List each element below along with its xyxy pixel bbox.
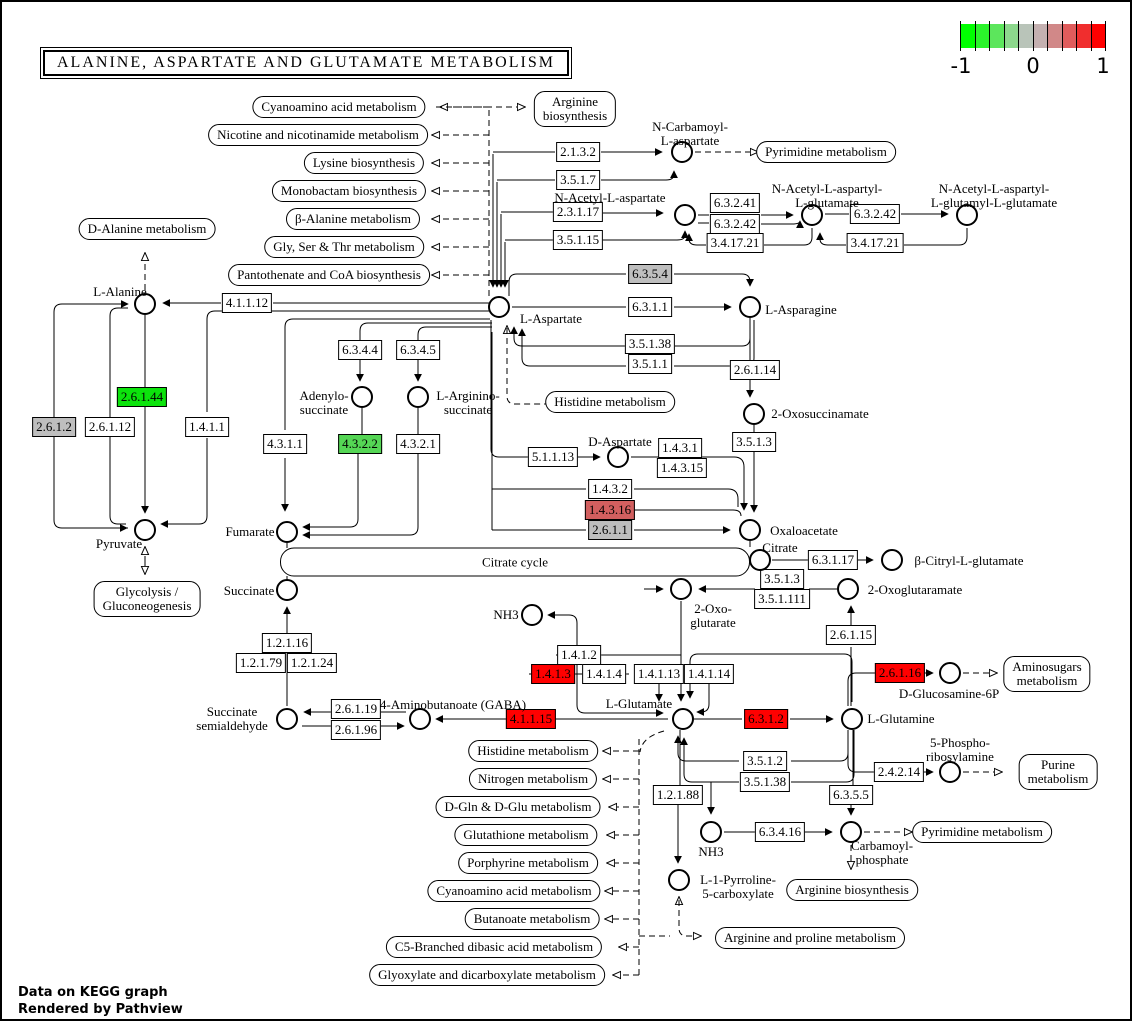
compound-label-n-acetyl-l-aspartyl-l-glutamyl-l-glutamate: N-Acetyl-L-aspartyl- L-glutamyl-L-glutamate [930, 181, 1058, 210]
compound-label-succinate-semialdehyde: Succinate semialdehyde [196, 704, 268, 733]
legend-mid-label: 0 [1026, 54, 1040, 78]
pathway-box-glycolysis-gluconeogenesis-11[interactable]: Glycolysis / Gluconeogenesis [94, 581, 201, 617]
compound-label-l-arginino-succinate: L-Arginino- succinate [436, 388, 500, 417]
enzyme-box-2-6-1-12-12[interactable]: 2.6.1.12 [85, 417, 135, 437]
pathway-box-porphyrine-metabolism-19[interactable]: Porphyrine metabolism [458, 852, 598, 874]
enzyme-box-1-2-1-88-51[interactable]: 1.2.1.88 [653, 785, 703, 805]
pathway-box-aminosugars-metabolism-13[interactable]: Aminosugars metabolism [1003, 656, 1090, 692]
compound-label-adenylo-succinate: Adenylo- succinate [299, 388, 349, 417]
pathway-box-pantothenate-and-coa-biosynthesis-6[interactable]: Pantothenate and CoA biosynthesis [228, 264, 430, 286]
compound-label-d-glucosamine-6p: D-Glucosamine-6P [898, 686, 1000, 701]
enzyme-box-6-3-4-16-53[interactable]: 6.3.4.16 [755, 822, 805, 842]
legend-segment-2 [989, 24, 1004, 48]
legend-tick-10 [1105, 21, 1106, 51]
compound-label-l-glutamate: L-Glutamate [605, 696, 673, 711]
enzyme-box-2-4-2-14-48[interactable]: 2.4.2.14 [874, 762, 924, 782]
legend-segment-0 [960, 24, 975, 48]
compound-adenylo-succinate[interactable] [351, 386, 373, 408]
compound-label-citrate: Citrate [762, 540, 798, 555]
enzyme-box-4-1-1-15-45[interactable]: 4.1.1.15 [506, 709, 556, 729]
enzyme-box-6-3-2-41-4[interactable]: 6.3.2.41 [710, 193, 760, 213]
pathway-box-cyanoamino-acid-metabolism-20[interactable]: Cyanoamino acid metabolism [427, 880, 600, 902]
legend-tick-8 [1076, 21, 1077, 51]
compound-label-l-1-pyrroline-5-carboxylate: L-1-Pyrroline- 5-carboxylate [700, 872, 776, 901]
pathway-box-nicotine-and-nicotinamide-metabolism-1[interactable]: Nicotine and nicotinamide metabolism [208, 124, 428, 146]
footer-credits [18, 984, 183, 1018]
enzyme-box-1-4-1-13-41[interactable]: 1.4.1.13 [634, 664, 684, 684]
compound-5-phospho-ribosylamine[interactable] [939, 761, 961, 783]
enzyme-box-2-6-1-14-23[interactable]: 2.6.1.14 [730, 360, 780, 380]
enzyme-box-1-2-1-24-37[interactable]: 1.2.1.24 [287, 653, 337, 673]
compound-2-oxoglutaramate[interactable] [837, 578, 859, 600]
enzyme-box-1-4-3-16-29[interactable]: 1.4.3.16 [585, 500, 635, 520]
legend-tick-7 [1062, 21, 1063, 51]
enzyme-box-1-4-3-1-26[interactable]: 1.4.3.1 [658, 438, 702, 458]
compound-2-oxosuccinamate[interactable] [743, 403, 765, 425]
compound-l-1-pyrroline-5-carboxylate[interactable] [668, 869, 690, 891]
enzyme-box-1-4-3-2-28[interactable]: 1.4.3.2 [588, 479, 632, 499]
enzyme-box-6-3-1-2-46[interactable]: 6.3.1.2 [744, 709, 788, 729]
pathway-box-gly-ser-thr-metabolism-5[interactable]: Gly, Ser & Thr metabolism [264, 236, 424, 258]
enzyme-box-1-2-1-16-35[interactable]: 1.2.1.16 [262, 633, 312, 653]
enzyme-box-1-4-1-3-39[interactable]: 1.4.1.3 [531, 664, 575, 684]
compound-oxaloacetate[interactable] [739, 519, 761, 541]
legend-segment-9 [1091, 24, 1106, 48]
enzyme-box-1-4-1-14-42[interactable]: 1.4.1.14 [684, 664, 734, 684]
pathway-box-alanine-metabolism-4[interactable]: β-Alanine metabolism [286, 208, 420, 230]
pathway-box-glyoxylate-and-dicarboxylate-metabolism-23[interactable]: Glyoxylate and dicarboxylate metabolism [369, 964, 605, 986]
enzyme-box-4-3-1-1-16[interactable]: 4.3.1.1 [263, 434, 307, 454]
compound-2-oxo-glutarate[interactable] [670, 578, 692, 600]
pathway-box-d-alanine-metabolism-9[interactable]: D-Alanine metabolism [79, 218, 216, 240]
enzyme-box-6-3-1-17-31[interactable]: 6.3.1.17 [808, 550, 858, 570]
compound-label-5-phospho-ribosylamine: 5-Phospho- ribosylamine [926, 735, 994, 764]
compound-label-citryl-l-glutamate: β-Citryl-L-glutamate [914, 553, 1024, 568]
enzyme-box-6-3-1-1-20[interactable]: 6.3.1.1 [628, 297, 672, 317]
enzyme-box-5-1-1-13-25[interactable]: 5.1.1.13 [528, 447, 578, 467]
node-layer [2, 2, 1130, 1019]
legend-segment-3 [1004, 24, 1019, 48]
legend-segment-8 [1076, 24, 1091, 48]
compound-label-l-aspartate: L-Aspartate [519, 311, 583, 326]
enzyme-box-3-5-1-111-33[interactable]: 3.5.1.111 [754, 589, 810, 609]
pathway-box-citrate-cycle-12[interactable]: Citrate cycle [280, 548, 750, 577]
compound-label-2-oxoglutaramate: 2-Oxoglutaramate [867, 582, 963, 597]
compound-l-glutamate[interactable] [672, 708, 694, 730]
enzyme-box-3-5-1-15-3[interactable]: 3.5.1.15 [553, 230, 603, 250]
legend-segment-4 [1018, 24, 1033, 48]
enzyme-box-1-4-1-4-40[interactable]: 1.4.1.4 [582, 664, 626, 684]
enzyme-box-6-3-4-4-14[interactable]: 6.3.4.4 [338, 340, 382, 360]
legend-tick-6 [1047, 21, 1048, 51]
enzyme-box-6-3-2-42-5[interactable]: 6.3.2.42 [710, 214, 760, 234]
pathway-box-purine-metabolism-14[interactable]: Purine metabolism [1019, 754, 1098, 790]
enzyme-box-2-1-3-2-0[interactable]: 2.1.3.2 [556, 142, 600, 162]
pathway-box-pyrimidine-metabolism-26[interactable]: Pyrimidine metabolism [912, 821, 1052, 843]
compound-label-l-alanine: L-Alanine [93, 284, 147, 299]
enzyme-box-3-5-1-3-24[interactable]: 3.5.1.3 [732, 432, 776, 452]
compound-label-4-aminobutanoate-gaba: 4-Aminobutanoate (GABA) [379, 697, 527, 712]
enzyme-box-3-4-17-21-8[interactable]: 3.4.17.21 [847, 233, 904, 253]
enzyme-box-2-6-1-16-47[interactable]: 2.6.1.16 [875, 663, 925, 683]
enzyme-box-4-3-2-2-17[interactable]: 4.3.2.2 [338, 434, 382, 454]
pathway-box-monobactam-biosynthesis-3[interactable]: Monobactam biosynthesis [272, 180, 426, 202]
enzyme-box-4-3-2-1-18[interactable]: 4.3.2.1 [396, 434, 440, 454]
enzyme-box-3-4-17-21-6[interactable]: 3.4.17.21 [707, 233, 764, 253]
pathway-box-cyanoamino-acid-metabolism-0[interactable]: Cyanoamino acid metabolism [252, 96, 425, 118]
pathway-box-butanoate-metabolism-21[interactable]: Butanoate metabolism [465, 908, 600, 930]
enzyme-box-6-3-4-5-15[interactable]: 6.3.4.5 [396, 340, 440, 360]
pathway-box-glutathione-metabolism-18[interactable]: Glutathione metabolism [454, 824, 597, 846]
enzyme-box-2-6-1-15-34[interactable]: 2.6.1.15 [826, 625, 876, 645]
map-title-box [40, 47, 572, 79]
legend-tick-0 [960, 21, 961, 51]
compound-label-d-aspartate: D-Aspartate [588, 434, 652, 449]
color-scale-legend [960, 24, 1105, 48]
pathway-box-arginine-biosynthesis-25[interactable]: Arginine biosynthesis [786, 879, 918, 901]
enzyme-box-4-1-1-12-9[interactable]: 4.1.1.12 [222, 293, 272, 313]
compound-label-nh3: NH3 [493, 607, 519, 622]
compound-fumarate[interactable] [276, 521, 298, 543]
legend-tick-3 [1004, 21, 1005, 51]
compound-label-2-oxosuccinamate: 2-Oxosuccinamate [771, 406, 869, 421]
enzyme-box-3-5-1-3-32[interactable]: 3.5.1.3 [760, 569, 804, 589]
enzyme-box-3-5-1-38-50[interactable]: 3.5.1.38 [740, 772, 790, 792]
compound-label-2-oxo-glutarate: 2-Oxo- glutarate [690, 601, 736, 630]
enzyme-box-6-3-5-5-52[interactable]: 6.3.5.5 [829, 785, 873, 805]
enzyme-box-2-6-1-44-10[interactable]: 2.6.1.44 [117, 387, 167, 407]
legend-tick-1 [975, 21, 976, 51]
legend-tick-2 [989, 21, 990, 51]
enzyme-box-3-5-1-7-1[interactable]: 3.5.1.7 [556, 170, 600, 190]
enzyme-box-3-5-1-38-21[interactable]: 3.5.1.38 [625, 334, 675, 354]
pathway-box-nitrogen-metabolism-16[interactable]: Nitrogen metabolism [469, 768, 597, 790]
compound-l-asparagine[interactable] [739, 296, 761, 318]
map-title: ALANINE, ASPARTATE AND GLUTAMATE METABOLISM [43, 50, 569, 76]
pathway-box-pyrimidine-metabolism-8[interactable]: Pyrimidine metabolism [756, 141, 896, 163]
pathway-box-d-gln-d-glu-metabolism-17[interactable]: D-Gln & D-Glu metabolism [436, 796, 601, 818]
enzyme-box-2-6-1-96-44[interactable]: 2.6.1.96 [331, 720, 381, 740]
compound-label-nh3: NH3 [698, 844, 724, 859]
compound-label-carbamoyl-phosphate: Carbamoyl- phosphate [850, 838, 914, 867]
pathway-box-histidine-metabolism-10[interactable]: Histidine metabolism [545, 391, 675, 413]
enzyme-box-1-4-1-1-13[interactable]: 1.4.1.1 [185, 417, 229, 437]
compound-nh3[interactable] [521, 604, 543, 626]
compound-label-l-asparagine: L-Asparagine [765, 302, 837, 317]
compound-d-glucosamine-6p[interactable] [939, 662, 961, 684]
pathway-box-c5-branched-dibasic-acid-metabolism-22[interactable]: C5-Branched dibasic acid metabolism [386, 936, 602, 958]
pathway-box-arginine-biosynthesis-7[interactable]: Arginine biosynthesis [534, 91, 616, 127]
compound-label-pyruvate: Pyruvate [95, 536, 143, 551]
compound-l-glutamine[interactable] [841, 708, 863, 730]
compound-d-aspartate[interactable] [607, 446, 629, 468]
compound-l-arginino-succinate[interactable] [407, 386, 429, 408]
legend-segment-5 [1033, 24, 1048, 48]
enzyme-box-2-6-1-2-11[interactable]: 2.6.1.2 [32, 417, 76, 437]
legend-min-label: -1 [950, 54, 972, 78]
compound-label-n-carbamoyl-l-aspartate: N-Carbamoyl- L-aspartate [652, 119, 728, 148]
compound-succinate[interactable] [276, 579, 298, 601]
legend-max-label: 1 [1096, 54, 1110, 78]
compound-n-acetyl-l-aspartate[interactable] [674, 204, 696, 226]
enzyme-box-3-5-1-1-22[interactable]: 3.5.1.1 [628, 354, 672, 374]
pathway-box-lysine-biosynthesis-2[interactable]: Lysine biosynthesis [304, 152, 424, 174]
enzyme-box-6-3-2-42-7[interactable]: 6.3.2.42 [850, 204, 900, 224]
legend-tick-5 [1033, 21, 1034, 51]
legend-segment-7 [1062, 24, 1077, 48]
enzyme-box-6-3-5-4-19[interactable]: 6.3.5.4 [628, 264, 672, 284]
compound-label-n-acetyl-l-aspartyl-l-glutamate: N-Acetyl-L-aspartyl- L-glutamate [771, 181, 883, 210]
compound-label-succinate: Succinate [223, 583, 275, 598]
pathway-box-histidine-metabolism-15[interactable]: Histidine metabolism [468, 740, 598, 762]
enzyme-box-2-6-1-19-43[interactable]: 2.6.1.19 [331, 699, 381, 719]
enzyme-box-2-3-1-17-2[interactable]: 2.3.1.17 [553, 202, 603, 222]
enzyme-box-1-4-3-15-27[interactable]: 1.4.3.15 [657, 458, 707, 478]
compound-label-oxaloacetate: Oxaloacetate [770, 523, 838, 538]
legend-segment-6 [1047, 24, 1062, 48]
footer-line2: Rendered by Pathview [18, 1002, 183, 1017]
compound-label-fumarate: Fumarate [225, 524, 275, 539]
footer-line1: Data on KEGG graph [18, 985, 168, 1000]
compound-l-aspartate[interactable] [488, 296, 510, 318]
legend-segment-1 [975, 24, 990, 48]
enzyme-box-2-6-1-1-30[interactable]: 2.6.1.1 [588, 520, 632, 540]
legend-tick-4 [1018, 21, 1019, 51]
legend-tick-9 [1091, 21, 1092, 51]
compound-label-l-glutamine: L-Glutamine [867, 711, 935, 726]
compound-label-n-acetyl-l-aspartate: N-Acetyl-L-aspartate [554, 190, 666, 205]
enzyme-box-3-5-1-2-49[interactable]: 3.5.1.2 [743, 751, 787, 771]
pathway-box-arginine-and-proline-metabolism-24[interactable]: Arginine and proline metabolism [715, 927, 905, 949]
compound-succinate-semialdehyde[interactable] [276, 708, 298, 730]
enzyme-box-1-4-1-2-38[interactable]: 1.4.1.2 [557, 645, 601, 665]
compound-citryl-l-glutamate[interactable] [881, 549, 903, 571]
compound-nh3[interactable] [700, 821, 722, 843]
enzyme-box-1-2-1-79-36[interactable]: 1.2.1.79 [236, 653, 286, 673]
